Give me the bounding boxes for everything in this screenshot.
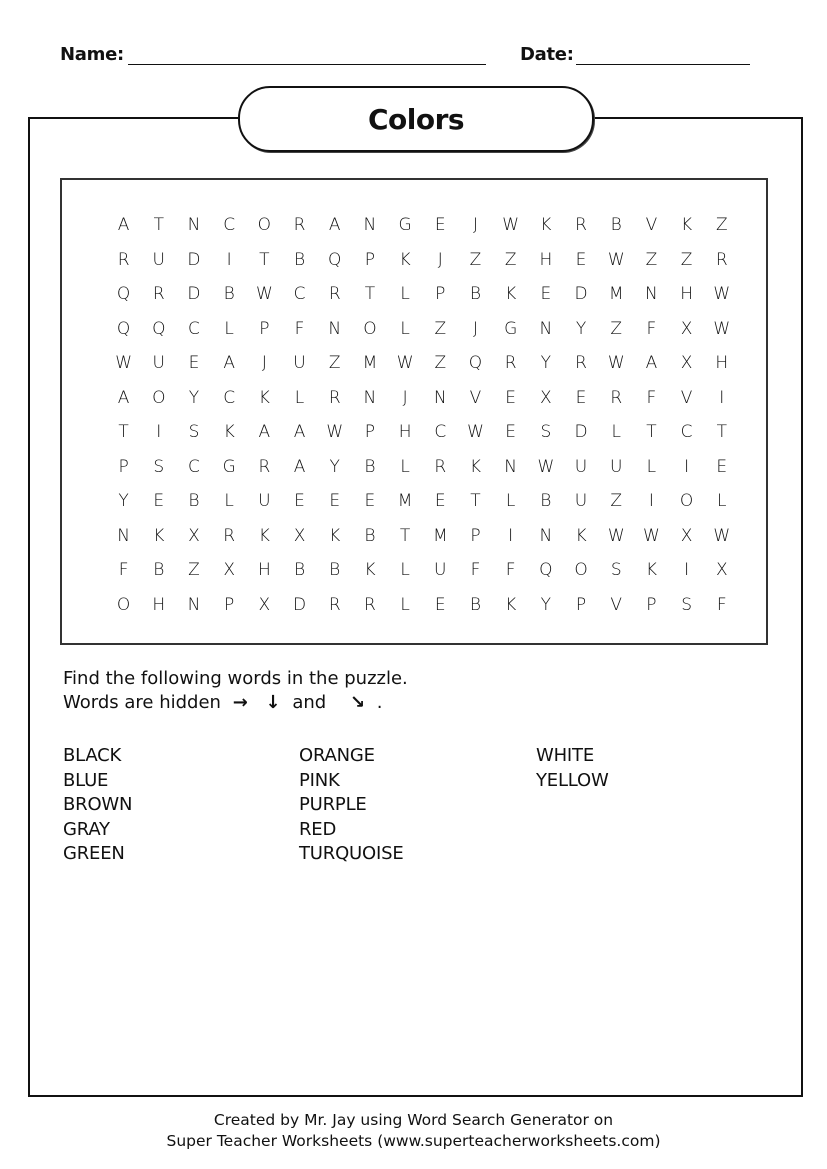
grid-cell[interactable]: S xyxy=(188,422,200,442)
grid-cell[interactable]: P xyxy=(259,318,270,339)
grid-cell[interactable]: O xyxy=(116,594,131,615)
grid-cell[interactable]: Q xyxy=(328,249,342,270)
grid-cell[interactable]: X xyxy=(540,387,552,408)
grid-cell[interactable]: E xyxy=(575,249,587,270)
grid-cell[interactable]: L xyxy=(400,560,410,580)
grid-row xyxy=(106,588,739,623)
grid-cell[interactable]: I xyxy=(719,387,725,408)
grid-row xyxy=(106,277,739,312)
grid-cell[interactable]: K xyxy=(153,525,165,546)
grid-cell[interactable]: P xyxy=(646,594,657,615)
grid-cell[interactable]: I xyxy=(648,491,654,511)
grid-cell[interactable]: P xyxy=(224,594,235,615)
grid-row xyxy=(106,484,739,519)
grid-cell[interactable]: X xyxy=(680,353,693,373)
grid-cell[interactable]: Z xyxy=(715,215,728,235)
grid-cell[interactable]: Z xyxy=(328,353,341,373)
grid-cell[interactable]: A xyxy=(117,215,130,235)
grid-cell[interactable]: J xyxy=(261,353,267,373)
name-field[interactable] xyxy=(128,64,486,65)
grid-cell[interactable]: P xyxy=(364,249,376,270)
grid-cell[interactable]: R xyxy=(434,456,447,477)
grid-cell[interactable]: E xyxy=(329,491,341,511)
grid-cell[interactable]: R xyxy=(364,594,376,615)
grid-cell[interactable]: D xyxy=(574,284,588,304)
grid-cell[interactable]: I xyxy=(508,525,514,546)
grid-cell[interactable]: P xyxy=(470,525,481,546)
grid-cell[interactable]: A xyxy=(293,456,306,477)
grid-cell[interactable]: E xyxy=(188,353,200,373)
grid-row xyxy=(106,450,739,485)
grid-cell[interactable]: M xyxy=(362,353,378,373)
grid-cell[interactable]: N xyxy=(187,594,201,615)
grid-cell[interactable]: G xyxy=(222,456,236,477)
grid-cell[interactable]: H xyxy=(398,422,412,442)
grid-cell[interactable]: Z xyxy=(188,560,200,580)
word-column-1 xyxy=(63,744,132,867)
grid-cell[interactable]: L xyxy=(505,491,516,511)
grid-cell[interactable]: T xyxy=(259,249,270,270)
grid-cell[interactable]: K xyxy=(364,560,376,580)
grid-cell[interactable]: E xyxy=(434,491,446,511)
grid-cell[interactable]: W xyxy=(713,525,731,546)
grid-cell[interactable]: Y xyxy=(575,318,587,339)
grid-cell[interactable]: X xyxy=(223,560,235,580)
word-item: BLUE xyxy=(63,769,109,791)
grid-cell[interactable]: E xyxy=(434,215,446,235)
grid-cell[interactable]: T xyxy=(399,525,411,546)
grid-cell[interactable]: R xyxy=(258,456,271,477)
grid-cell[interactable]: K xyxy=(329,525,341,546)
grid-cell[interactable]: B xyxy=(364,456,376,477)
grid-cell[interactable]: K xyxy=(505,594,517,615)
grid-cell[interactable]: L xyxy=(294,387,305,408)
grid-cell[interactable]: X xyxy=(680,525,693,546)
grid-cell[interactable]: B xyxy=(329,560,341,580)
grid-cell[interactable]: Z xyxy=(469,249,482,270)
grid-cell[interactable]: B xyxy=(540,491,552,511)
grid-cell[interactable]: V xyxy=(645,215,658,235)
grid-row xyxy=(106,243,739,278)
footer-line-2: Super Teacher Worksheets (www.superteacherworksheets.com) xyxy=(166,1132,661,1150)
grid-cell[interactable]: D xyxy=(574,422,588,442)
grid-cell[interactable]: Z xyxy=(610,491,623,511)
grid-cell[interactable]: X xyxy=(258,594,271,615)
grid-cell[interactable]: Q xyxy=(116,284,131,304)
grid-cell[interactable]: F xyxy=(118,560,129,580)
grid-cell[interactable]: E xyxy=(294,491,305,511)
grid-cell[interactable]: C xyxy=(188,318,200,339)
word-item: PURPLE xyxy=(299,794,367,815)
grid-cell[interactable]: C xyxy=(680,422,693,442)
grid-cell[interactable]: B xyxy=(610,215,622,235)
grid-cell[interactable]: A xyxy=(223,353,235,373)
grid-cell[interactable]: N xyxy=(504,456,518,477)
grid-cell[interactable]: P xyxy=(364,422,376,442)
grid-cell[interactable]: U xyxy=(258,491,271,511)
grid-cell[interactable]: Y xyxy=(329,456,340,477)
grid-cell[interactable]: R xyxy=(152,284,165,304)
grid-cell[interactable]: S xyxy=(540,422,552,442)
grid-cell[interactable]: S xyxy=(681,594,692,615)
grid-cell[interactable]: S xyxy=(610,560,622,580)
header-row xyxy=(60,44,760,70)
grid-cell[interactable]: T xyxy=(716,422,727,442)
grid-cell[interactable]: Y xyxy=(188,387,200,408)
grid-cell[interactable]: P xyxy=(575,594,587,615)
grid-cell[interactable]: N xyxy=(363,387,377,408)
grid-cell[interactable]: K xyxy=(681,215,693,235)
grid-cell[interactable]: J xyxy=(437,249,443,270)
grid-cell[interactable]: R xyxy=(504,353,517,373)
grid-cell[interactable]: T xyxy=(470,491,481,511)
grid-cell[interactable]: U xyxy=(609,456,623,477)
footer xyxy=(0,1110,827,1152)
grid-cell[interactable]: R xyxy=(328,387,341,408)
grid-cell[interactable]: W xyxy=(607,249,625,270)
word-item: GRAY xyxy=(63,818,110,840)
grid-cell[interactable]: J xyxy=(472,318,478,339)
period: . xyxy=(376,692,383,713)
grid-cell[interactable]: D xyxy=(187,249,201,270)
grid-cell[interactable]: Y xyxy=(540,594,552,615)
grid-cell[interactable]: W xyxy=(255,284,273,304)
grid-cell[interactable]: O xyxy=(679,491,694,511)
grid-cell[interactable]: M xyxy=(608,284,624,304)
grid-cell[interactable]: B xyxy=(364,525,376,546)
grid-cell[interactable]: O xyxy=(257,215,272,235)
grid-cell[interactable]: C xyxy=(188,456,200,477)
grid-cell[interactable]: H xyxy=(715,353,729,373)
title-banner xyxy=(238,86,594,152)
grid-cell[interactable]: O xyxy=(152,387,166,408)
date-field[interactable] xyxy=(576,64,750,65)
grid-cell[interactable]: X xyxy=(188,525,200,546)
grid-cell[interactable]: L xyxy=(646,456,657,477)
grid-cell[interactable]: F xyxy=(505,560,516,580)
grid-cell[interactable]: Q xyxy=(468,353,483,373)
grid-cell[interactable]: E xyxy=(434,594,446,615)
grid-cell[interactable]: K xyxy=(575,525,587,546)
grid-cell[interactable]: H xyxy=(257,560,271,580)
arrow-diagonal-icon: ↘ xyxy=(349,692,366,713)
grid-cell[interactable]: Z xyxy=(645,249,658,270)
grid-cell[interactable]: V xyxy=(469,387,482,408)
grid-cell[interactable]: F xyxy=(470,560,481,580)
hidden-label: Words are hidden xyxy=(63,692,221,713)
grid-cell[interactable]: E xyxy=(505,387,517,408)
grid-cell[interactable]: B xyxy=(293,249,306,270)
grid-cell[interactable]: A xyxy=(117,387,130,408)
name-label: Name: xyxy=(60,44,124,65)
grid-cell[interactable]: H xyxy=(680,284,693,304)
grid-cell[interactable]: L xyxy=(224,491,234,511)
grid-cell[interactable]: V xyxy=(610,594,623,615)
page-title: Colors xyxy=(367,102,465,136)
date-label: Date: xyxy=(520,44,574,65)
grid-row xyxy=(106,519,739,554)
grid-cell[interactable]: B xyxy=(153,560,165,580)
grid-cell[interactable]: M xyxy=(432,525,448,546)
arrow-right-icon: → xyxy=(232,692,248,713)
grid-cell[interactable]: R xyxy=(328,284,341,304)
grid-cell[interactable]: E xyxy=(505,422,517,442)
grid-cell[interactable]: L xyxy=(400,456,410,477)
grid-row xyxy=(106,346,739,381)
grid-cell[interactable]: U xyxy=(152,353,165,373)
grid-cell[interactable]: F xyxy=(646,318,657,339)
grid-cell[interactable]: W xyxy=(537,456,555,477)
word-item: ORANGE xyxy=(299,745,375,766)
grid-cell[interactable]: R xyxy=(223,525,236,546)
grid-cell[interactable]: E xyxy=(540,284,552,304)
grid-cell[interactable]: L xyxy=(400,284,410,304)
grid-cell[interactable]: R xyxy=(293,215,306,235)
grid-cell[interactable]: I xyxy=(684,560,690,580)
grid-cell[interactable]: B xyxy=(223,284,235,304)
grid-cell[interactable]: I xyxy=(156,422,162,442)
grid-cell[interactable]: W xyxy=(115,353,132,373)
grid-cell[interactable]: J xyxy=(472,215,478,235)
grid-cell[interactable]: W xyxy=(326,422,344,442)
grid-row xyxy=(106,415,739,450)
grid-cell[interactable]: T xyxy=(118,422,129,442)
grid-cell[interactable]: G xyxy=(398,215,412,235)
grid-cell[interactable]: K xyxy=(505,284,517,304)
grid-cell[interactable]: E xyxy=(153,491,165,511)
grid-cell[interactable]: W xyxy=(396,353,414,373)
grid-cell[interactable]: K xyxy=(645,560,657,580)
grid-cell[interactable]: F xyxy=(646,387,657,408)
grid-cell[interactable]: A xyxy=(258,422,271,442)
and-label: and xyxy=(292,692,327,713)
grid-cell[interactable]: U xyxy=(434,560,447,580)
grid-cell[interactable]: W xyxy=(502,215,520,235)
grid-cell[interactable]: F xyxy=(716,594,727,615)
grid-cell[interactable]: K xyxy=(469,456,482,477)
word-item: BROWN xyxy=(63,794,133,815)
instructions xyxy=(63,667,408,715)
grid-cell[interactable]: K xyxy=(258,387,270,408)
grid-row xyxy=(106,208,739,243)
grid-cell[interactable]: K xyxy=(258,525,270,546)
instructions-line-2 xyxy=(63,691,408,715)
grid-cell[interactable]: T xyxy=(646,422,657,442)
grid-cell[interactable]: Y xyxy=(118,491,129,511)
grid-cell[interactable]: K xyxy=(540,215,552,235)
grid-cell[interactable]: Y xyxy=(540,353,552,373)
grid-cell[interactable]: Q xyxy=(116,318,131,339)
grid-cell[interactable]: N xyxy=(539,318,553,339)
word-column-3 xyxy=(536,744,609,793)
grid-cell[interactable]: J xyxy=(402,387,408,408)
grid-cell[interactable]: G xyxy=(504,318,518,339)
arrow-down-icon: ↓ xyxy=(265,692,281,713)
grid-cell[interactable]: Z xyxy=(504,249,517,270)
grid-cell[interactable]: N xyxy=(363,215,377,235)
grid-cell[interactable]: W xyxy=(643,525,660,546)
grid-cell[interactable]: Z xyxy=(434,318,447,339)
grid-cell[interactable]: B xyxy=(469,284,482,304)
grid-cell[interactable]: N xyxy=(187,215,201,235)
grid-row xyxy=(106,381,739,416)
word-item: PINK xyxy=(299,769,340,791)
word-item: YELLOW xyxy=(536,769,609,791)
grid-cell[interactable]: T xyxy=(364,284,376,304)
word-item: TURQUOISE xyxy=(299,843,404,864)
grid-cell[interactable]: L xyxy=(611,422,621,442)
grid-cell[interactable]: R xyxy=(610,387,623,408)
grid-cell[interactable]: R xyxy=(117,249,130,270)
grid-cell[interactable]: P xyxy=(118,456,129,477)
grid-cell[interactable]: R xyxy=(575,215,587,235)
grid-cell[interactable]: Z xyxy=(434,353,447,373)
grid-cell[interactable]: H xyxy=(539,249,553,270)
grid-cell[interactable]: E xyxy=(575,387,587,408)
grid-cell[interactable]: L xyxy=(224,318,234,339)
grid-cell[interactable]: V xyxy=(680,387,693,408)
grid-row xyxy=(106,312,739,347)
grid-cell[interactable]: X xyxy=(680,318,693,339)
word-item: GREEN xyxy=(63,843,125,864)
grid-cell[interactable]: K xyxy=(399,249,411,270)
grid-cell[interactable]: N xyxy=(433,387,447,408)
grid-cell[interactable]: B xyxy=(188,491,200,511)
grid-cell[interactable]: A xyxy=(645,353,658,373)
grid-cell[interactable]: A xyxy=(328,215,341,235)
grid-cell[interactable]: W xyxy=(713,284,731,304)
puzzle-box xyxy=(60,178,768,645)
grid-cell[interactable]: Z xyxy=(610,318,623,339)
grid-cell[interactable]: B xyxy=(469,594,482,615)
grid-cell[interactable]: W xyxy=(713,318,731,339)
letter-grid xyxy=(106,208,739,622)
grid-cell[interactable]: L xyxy=(400,318,410,339)
grid-cell[interactable]: C xyxy=(434,422,447,442)
grid-cell[interactable]: U xyxy=(574,491,588,511)
grid-cell[interactable]: I xyxy=(226,249,232,270)
grid-cell[interactable]: W xyxy=(607,525,625,546)
grid-cell[interactable]: I xyxy=(684,456,690,477)
grid-cell[interactable]: W xyxy=(607,353,625,373)
grid-cell[interactable]: Z xyxy=(680,249,693,270)
grid-cell[interactable]: Q xyxy=(152,318,166,339)
grid-cell[interactable]: O xyxy=(363,318,377,339)
grid-cell[interactable]: Q xyxy=(539,560,553,580)
grid-cell[interactable]: X xyxy=(715,560,728,580)
grid-cell[interactable]: E xyxy=(716,456,728,477)
grid-cell[interactable]: N xyxy=(117,525,130,546)
word-item: RED xyxy=(299,818,337,840)
instructions-line-1: Find the following words in the puzzle. xyxy=(63,668,408,689)
grid-cell[interactable]: F xyxy=(294,318,305,339)
grid-cell[interactable]: L xyxy=(400,594,410,615)
grid-cell[interactable]: N xyxy=(328,318,342,339)
grid-cell[interactable]: U xyxy=(293,353,306,373)
grid-cell[interactable]: K xyxy=(223,422,235,442)
grid-cell[interactable]: S xyxy=(153,456,165,477)
grid-cell[interactable]: D xyxy=(187,284,201,304)
grid-cell[interactable]: X xyxy=(293,525,306,546)
grid-cell[interactable]: T xyxy=(153,215,164,235)
grid-cell[interactable]: C xyxy=(293,284,306,304)
grid-cell[interactable]: W xyxy=(467,422,484,442)
grid-row xyxy=(106,553,739,588)
grid-cell[interactable]: C xyxy=(223,387,236,408)
grid-cell[interactable]: R xyxy=(328,594,341,615)
grid-cell[interactable]: E xyxy=(364,491,376,511)
grid-cell[interactable]: N xyxy=(645,284,658,304)
grid-cell[interactable]: B xyxy=(293,560,306,580)
grid-cell[interactable]: U xyxy=(152,249,165,270)
grid-cell[interactable]: A xyxy=(293,422,306,442)
grid-cell[interactable]: R xyxy=(575,353,587,373)
grid-cell[interactable]: M xyxy=(397,491,413,511)
word-item: BLACK xyxy=(63,745,122,766)
footer-line-1: Created by Mr. Jay using Word Search Generator on xyxy=(213,1111,614,1129)
word-column-2 xyxy=(299,744,404,867)
grid-cell[interactable]: P xyxy=(435,284,446,304)
grid-cell[interactable]: D xyxy=(292,594,307,615)
grid-cell[interactable]: U xyxy=(574,456,588,477)
grid-cell[interactable]: H xyxy=(152,594,166,615)
grid-cell[interactable]: C xyxy=(223,215,236,235)
grid-cell[interactable]: R xyxy=(715,249,728,270)
grid-cell[interactable]: L xyxy=(717,491,727,511)
word-item: WHITE xyxy=(536,745,595,766)
grid-cell[interactable]: N xyxy=(539,525,553,546)
grid-cell[interactable]: O xyxy=(574,560,588,580)
